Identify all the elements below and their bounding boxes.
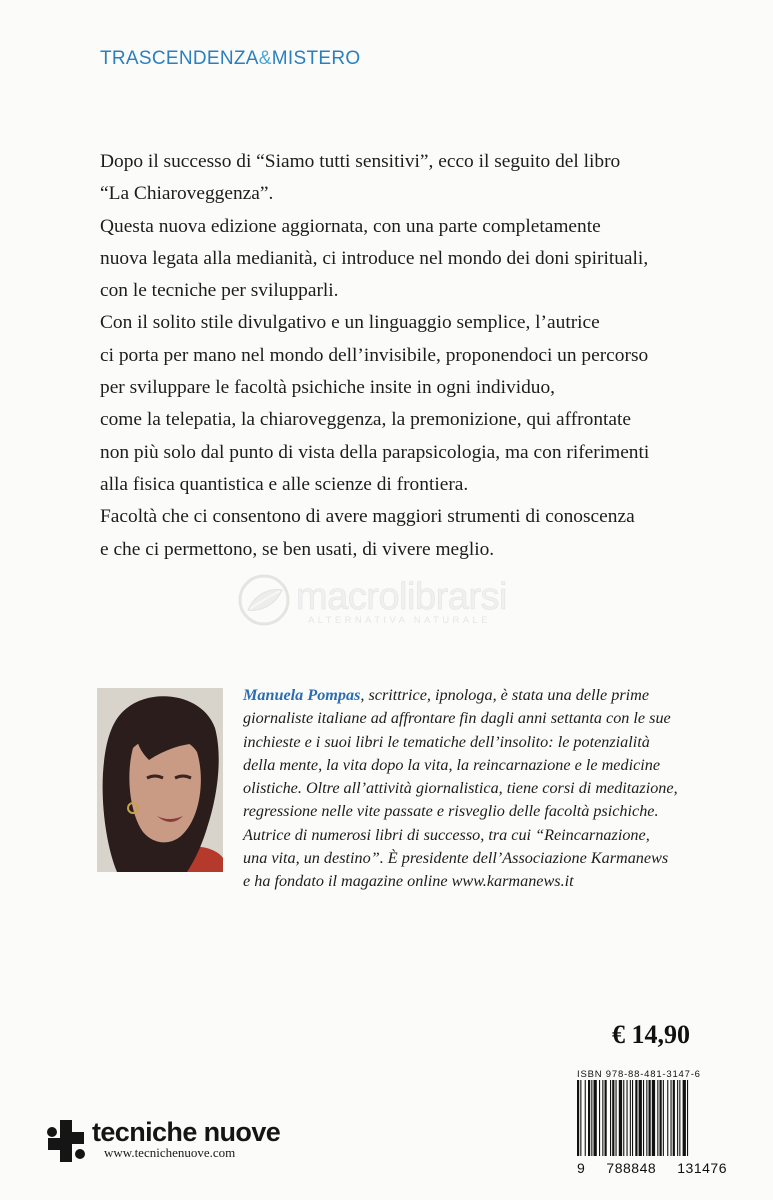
series-name-part2: MISTERO [271,48,361,69]
price: € 14,90 [612,1020,690,1049]
barcode-bar [580,1080,581,1156]
bio-line: e ha fondato il magazine online www.karmanews.it [243,872,574,891]
blurb-line: Dopo il successo di “Siamo tutti sensitivi”, ecco il seguito del libro [100,151,621,172]
barcode-bar [627,1080,628,1156]
blurb-line: “La Chiaroveggenza”. [100,183,274,205]
bio-line: Autrice di numerosi libri di successo, tra cui “Reincarnazione, [243,825,650,844]
barcode-bar [612,1080,614,1156]
barcode-bar [605,1080,607,1156]
ean-first-digit: 9 [577,1160,586,1176]
bio-line: giornaliste italiane ad affrontare fin dagli anni settanta con le sue [243,709,671,728]
barcode-bar [643,1080,644,1156]
author-name: Manuela Pompas [243,686,361,704]
barcode-bar [594,1080,597,1156]
publisher-logo-icon [44,1118,88,1164]
bio-line: olistiche. Oltre all’attività giornalistica, tiene corsi di meditazione, [243,779,678,798]
blurb-line: Con il solito stile divulgativo e un linguaggio semplice, l’autrice [100,312,600,334]
barcode-bar [667,1080,668,1156]
barcode-bar [660,1080,662,1156]
blurb-line: ci porta per mano nel mondo dell’invisibile, proponendoci un percorso [100,344,649,366]
barcode-bar [630,1080,631,1156]
barcode-bar [635,1080,637,1156]
series-ampersand: & [258,48,272,69]
blurb-line: nuova legata alla medianità, ci introduce nel mondo dei doni spirituali, [100,247,649,269]
barcode-bar [663,1080,664,1156]
bio-line: della mente, la vita dopo la vita, la reincarnazione e le medicine [243,755,661,774]
barcode-bar [616,1080,617,1156]
barcode-bar [585,1080,586,1156]
barcode-bar [591,1080,592,1156]
bio-line: una vita, un destino”. È presidente dell’Associazione Karmanews [243,849,669,868]
blurb-line: con le tecniche per svilupparli. [100,280,339,302]
publisher-name: tecniche nuove [92,1117,281,1147]
barcode-bar [677,1080,678,1156]
blurb-line: e che ci permettono, se ben usati, di vivere meglio. [100,538,495,560]
blurb-line: non più solo dal punto di vista della parapsicologia, ma con riferimenti [100,441,650,463]
barcode-bar [639,1080,642,1156]
barcode-bar [577,1080,579,1156]
barcode-bar [671,1080,672,1156]
barcode-bar [588,1080,590,1156]
isbn-label: ISBN 978-88-481-3147-6 [577,1069,701,1080]
blurb-line: Facoltà che ci consentono di avere maggiori strumenti di conoscenza [100,506,635,528]
blurb-line: per sviluppare le facoltà psichiche insite in ogni individuo, [100,377,556,399]
watermark-name: macrolibrarsi [296,576,507,618]
series-name-part1: TRASCENDENZA [100,48,259,69]
leaf-circle-icon [238,574,290,626]
author-photo [97,688,223,872]
barcode-bar [673,1080,675,1156]
ean-right-group: 131476 [677,1160,727,1176]
author-bio [243,684,743,894]
series-title [100,48,360,70]
watermark [238,574,538,628]
barcode-bar [652,1080,655,1156]
barcode [577,1080,727,1156]
watermark-tagline: ALTERNATIVA NATURALE [308,615,491,626]
ean-left-group: 788848 [606,1160,657,1176]
bio-line: regressione nelle vite passate e risveglio delle facoltà psichiche. [243,802,659,821]
barcode-bar [687,1080,688,1156]
blurb-line: come la telepatia, la chiaroveggenza, la premonizione, qui affrontate [100,409,632,431]
barcode-bar [683,1080,686,1156]
ean-digits [577,1160,727,1176]
barcode-bar [646,1080,647,1156]
barcode-bar [599,1080,600,1156]
blurb-line: alla fisica quantistica e alle scienze di frontiera. [100,473,469,495]
barcode-bar [623,1080,624,1156]
barcode-bar [602,1080,603,1156]
barcode-bar [679,1080,680,1156]
bio-first-line-rest: , scrittrice, ipnologa, è stata una delle prime [360,686,650,704]
bio-line: inchieste e i suoi libri le tematiche dell’insolito: le potenzialità [243,732,650,751]
barcode-bar [657,1080,658,1156]
barcode-bar [649,1080,651,1156]
blurb-line: Questa nuova edizione aggiornata, con una parte completamente [100,215,601,237]
barcode-bar [632,1080,633,1156]
bio-first-line [243,684,743,707]
barcode-bar [619,1080,622,1156]
book-blurb [100,146,740,566]
barcode-bar [610,1080,611,1156]
publisher-url: www.tecnichenuove.com [104,1145,236,1160]
